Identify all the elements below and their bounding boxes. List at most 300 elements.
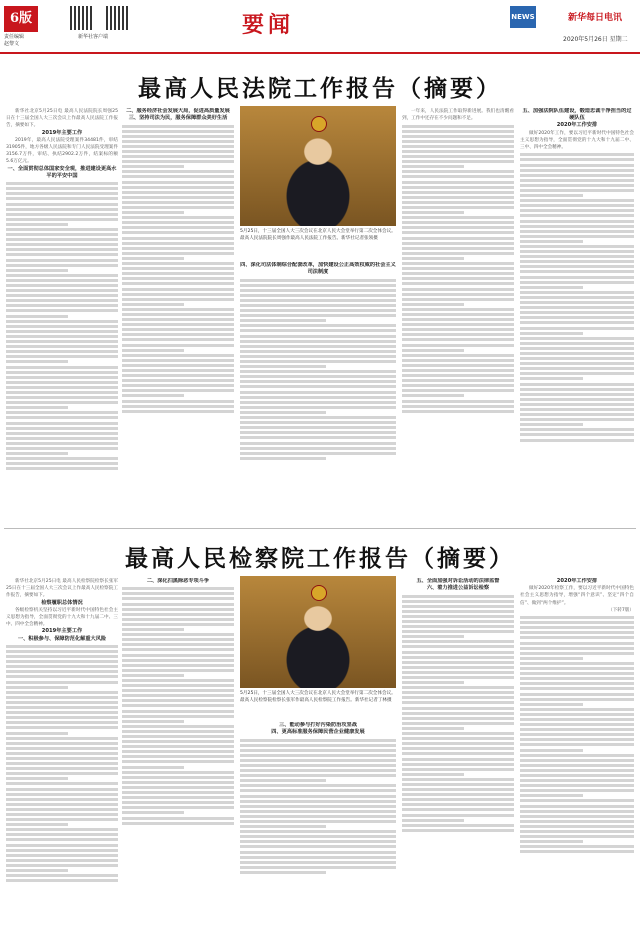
filler-line [402,394,464,397]
filler-line [6,813,118,816]
filler-line [6,711,118,714]
filler-line [122,735,234,738]
article-column: 四、深化司法体制综合配套改革，加快建设公正高效权威的社会主义司法制度 [240,262,396,522]
filler-line [402,768,514,771]
filler-line [402,671,514,674]
filler-line [520,393,634,396]
filler-line [402,298,514,301]
filler-line [240,370,396,373]
filler-line [6,274,118,277]
filler-line [6,732,68,735]
photo-caption: 5月25日，十三届全国人大三次会议在北京人民大会堂举行第二次全体会议。最高人民检察院检察长张军作最高人民检察院工作报告。新华社记者丁林摄 [240,691,396,703]
filler-line [6,330,118,333]
filler-line [6,309,118,312]
filler-line [240,815,396,818]
filler-line [520,342,634,345]
filler-line [402,257,464,260]
filler-line [402,308,514,311]
filler-line [240,329,396,332]
filler-line [520,805,634,808]
filler-line [6,360,68,363]
filler-line [402,732,514,735]
filler-line [402,181,514,184]
filler-line [520,723,634,726]
filler-line [402,150,514,153]
filler-line [240,304,396,307]
filler-line [240,830,396,833]
filler-line [520,220,634,223]
filler-line [122,613,234,616]
article-headline: 最高人民检察院工作报告（摘要） [125,546,515,572]
filler-line [122,191,234,194]
filler-line [402,829,514,832]
filler-line [520,713,634,716]
filler-line [402,242,514,245]
filler-line [122,776,234,779]
filler-line [122,196,234,199]
filler-line [122,410,234,413]
filler-line [520,357,634,360]
filler-line [240,309,396,312]
filler-line [520,332,583,335]
filler-line [520,733,634,736]
filler-line [122,338,234,341]
article-column: 五、全面加强对诉讼活动的法律监督 六、着力推进公益诉讼检察 [402,578,514,923]
filler-line [122,710,234,713]
filler-line [520,398,634,401]
filler-line [240,840,396,843]
filler-line [122,811,184,814]
filler-line [520,794,583,797]
filler-line [520,703,583,706]
filler-line [402,814,514,817]
filler-line [6,823,68,826]
filler-line [520,413,634,416]
filler-line [122,796,234,799]
qr-label: 新华社客户端 [78,34,109,40]
filler-line [520,209,634,212]
filler-line [520,784,634,787]
filler-line [520,235,634,238]
filler-line [6,457,118,460]
filler-line [122,277,234,280]
article-column: 三、能动参与打好污染防治攻坚战 四、更高标准服务保障民营企业健康发展 [240,722,396,922]
national-emblem-icon [311,116,327,132]
filler-line [122,354,234,357]
filler-line [240,754,396,757]
filler-line [520,158,634,161]
filler-line [122,730,234,733]
filler-line [122,389,234,392]
filler-line [520,301,634,304]
filler-line [6,742,118,745]
filler-line [520,677,634,680]
qr-code-icon[interactable] [70,6,94,30]
filler-line [402,211,464,214]
filler-line [240,789,396,792]
filler-line [6,355,118,358]
filler-line [520,825,634,828]
filler-line [122,201,234,204]
filler-line [520,769,634,772]
filler-line [402,798,514,801]
editor-info: 责任编辑 赵黎文 [4,34,25,47]
filler-line [122,364,234,367]
filler-line [402,824,514,827]
filler-line [6,854,118,857]
filler-line [6,264,118,267]
filler-line [6,798,118,801]
filler-line [122,344,234,347]
filler-line [122,587,234,590]
filler-line [520,245,634,248]
filler-line [402,267,514,270]
filler-line [240,825,326,828]
filler-line [6,681,118,684]
filler-line [402,130,514,133]
filler-line [520,672,634,675]
filler-line [122,175,234,178]
filler-line [520,250,634,253]
filler-line [402,666,514,669]
filler-line [6,248,118,251]
filler-line [402,221,514,224]
filler-line [402,752,514,755]
filler-line [122,328,234,331]
filler-line [122,674,184,677]
filler-line [402,747,514,750]
filler-line [520,728,634,731]
filler-line [402,196,514,199]
filler-line [520,306,634,309]
filler-line [122,715,234,718]
filler-line [520,311,634,314]
filler-line [122,135,234,138]
filler-line [520,657,583,660]
filler-line [520,362,634,365]
filler-line [240,284,396,287]
filler-line [402,338,514,341]
filler-line [520,174,634,177]
filler-line [6,213,118,216]
qr-code-icon[interactable] [106,6,130,30]
filler-line [240,442,396,445]
filler-line [402,595,514,598]
filler-line [402,788,514,791]
masthead-rule [0,52,640,54]
filler-line [520,708,634,711]
filler-line [240,436,396,439]
filler-line [402,349,464,352]
filler-line [6,233,118,236]
filler-line [6,462,118,465]
filler-line [6,284,118,287]
filler-line [402,288,514,291]
page-number-badge: 6版 [4,6,38,32]
filler-line [402,605,514,608]
filler-line [122,379,234,382]
filler-line [6,279,118,282]
filler-line [402,323,514,326]
filler-line [240,820,396,823]
section-title: 要闻 [242,12,295,38]
filler-line [520,698,634,701]
filler-line [520,642,634,645]
filler-line [240,406,396,409]
filler-line [402,758,514,761]
filler-line [240,759,396,762]
filler-line [122,633,234,636]
filler-line [122,369,234,372]
filler-line [520,433,634,436]
filler-line [6,793,118,796]
filler-line [402,722,514,725]
filler-line [122,186,234,189]
filler-line [402,645,514,648]
filler-line [122,740,234,743]
filler-line [6,192,118,195]
filler-line [520,754,634,757]
filler-line [122,140,234,143]
filler-line [402,247,514,250]
filler-line [240,805,396,808]
filler-line [240,375,396,378]
article-column: 2020年工作安排 做好2020年检察工作，要以习近平新时代中国特色社会主义思想为指导，增强“四个意识”、坚定“四个自信”、做到“两个维护”。 （下转7版） [520,578,634,923]
filler-line [520,240,583,243]
filler-line [6,726,118,729]
article-headline: 最高人民法院工作报告（摘要） [138,76,502,102]
filler-line [402,737,514,740]
filler-line [6,859,118,862]
filler-line [520,682,634,685]
filler-line [6,315,68,318]
filler-line [6,645,118,648]
filler-line [520,764,634,767]
filler-line [240,784,396,787]
filler-line [402,282,514,285]
filler-line [122,145,234,148]
filler-line [122,664,234,667]
filler-line [402,661,514,664]
filler-line [402,252,514,255]
filler-line [240,396,396,399]
filler-line [122,760,234,763]
filler-line [6,335,118,338]
filler-line [6,187,118,190]
filler-line [122,165,184,168]
filler-line [520,749,583,752]
filler-line [122,654,234,657]
filler-line [520,281,634,284]
filler-line [520,270,634,273]
filler-line [122,282,234,285]
filler-line [6,849,118,852]
filler-line [402,717,514,720]
filler-line [240,851,396,854]
filler-line [122,181,234,184]
filler-line [6,228,118,231]
filler-line [122,766,184,769]
filler-line [122,603,234,606]
filler-line [402,277,514,280]
filler-line [402,808,514,811]
filler-line [402,155,514,158]
filler-line [402,656,514,659]
filler-line [402,400,514,403]
filler-line [122,750,234,753]
filler-line [240,299,396,302]
filler-line [520,153,634,156]
filler-line [6,803,118,806]
filler-line [520,383,634,386]
filler-line [122,257,184,260]
filler-line [6,396,118,399]
filler-line [6,686,68,689]
filler-line [122,206,234,209]
filler-line [520,667,634,670]
filler-line [402,344,514,347]
filler-line [122,745,234,748]
filler-line [122,694,234,697]
filler-line [402,379,514,382]
filler-line [240,866,396,869]
filler-line [6,762,118,765]
filler-line [6,299,118,302]
filler-line [122,221,234,224]
filler-line [6,269,68,272]
filler-line [520,316,634,319]
filler-line [520,789,634,792]
filler-line [520,840,583,843]
filler-line [520,820,634,823]
filler-line [520,164,634,167]
filler-line [520,377,583,380]
filler-line [6,660,118,663]
filler-line [122,806,234,809]
filler-line [6,833,118,836]
filler-line [402,206,514,209]
filler-line [402,405,514,408]
filler-line [520,647,634,650]
filler-line [402,778,514,781]
filler-line [122,623,234,626]
filler-line [122,648,234,651]
filler-line [520,693,634,696]
filler-line [6,772,118,775]
filler-line [240,431,396,434]
filler-line [122,333,234,336]
filler-line [520,652,634,655]
filler-line [122,303,184,306]
filler-line [402,369,514,372]
article-column: 二、深化扫黑除恶专项斗争 [122,578,234,923]
filler-line [122,242,234,245]
filler-line [6,706,118,709]
procurator-general-photo [240,576,396,688]
filler-line [122,400,234,403]
filler-line [240,447,396,450]
filler-line [6,777,68,780]
filler-line [240,411,326,414]
filler-line [6,442,118,445]
filler-line [240,457,326,460]
filler-line [6,752,118,755]
filler-line [122,293,234,296]
filler-line [240,335,396,338]
filler-line [240,749,396,752]
filler-line [122,405,234,408]
court-president-photo [240,106,396,226]
filler-line [6,691,118,694]
photo-caption: 5月25日，十三届全国人大三次会议在北京人民大会堂举行第二次全体会议。最高人民法院院长周强作最高人民法院工作报告。新华社记者张领摄 [240,229,396,241]
filler-line [520,439,634,442]
filler-line [402,170,514,173]
filler-line [402,364,514,367]
filler-line [402,742,514,745]
filler-line [6,411,118,414]
filler-line [122,597,234,600]
filler-line [122,262,234,265]
filler-line [402,165,464,168]
filler-line [402,231,514,234]
filler-line [122,771,234,774]
filler-line [520,286,583,289]
filler-line [6,650,118,653]
filler-line [520,321,634,324]
filler-line [122,374,234,377]
filler-line [520,774,634,777]
filler-line [240,795,396,798]
filler-line [520,199,634,202]
filler-line [402,640,514,643]
filler-line [520,184,634,187]
filler-line [520,621,634,624]
filler-line [122,801,234,804]
filler-line [520,850,634,853]
filler-line [6,350,118,353]
filler-line [6,218,118,221]
filler-line [6,391,118,394]
filler-line [402,630,514,633]
filler-line [122,699,234,702]
filler-line [402,125,514,128]
filler-line [402,140,514,143]
filler-line [402,615,514,618]
filler-line [520,636,634,639]
filler-line [402,712,514,715]
filler-line [6,294,118,297]
filler-line [6,223,68,226]
filler-line [6,467,118,470]
filler-line [520,347,634,350]
filler-line [520,408,634,411]
filler-line [402,651,514,654]
article-column: 一年来，人民法院工作取得新进展。我们也清醒看到，工作中还存在不少问题和不足。 [402,108,514,523]
filler-line [402,773,464,776]
filler-line [520,835,634,838]
filler-line [122,308,234,311]
article-column: 二、服务经济社会发展大局，促进高质量发展 三、坚持司法为民，服务保障群众美好生活 [122,108,234,523]
filler-line [122,394,184,397]
filler-line [122,216,234,219]
filler-line [402,303,464,306]
filler-line [6,437,118,440]
filler-line [402,763,514,766]
filler-line [402,293,514,296]
filler-line [6,259,118,262]
article-column: 新华社北京5月25日电 最高人民检察院检察长张军25日在十三届全国人大三次会议上作最高人民检察院工作报告，摘要如下。 检察履职总体情况 各级检察机关坚持以习近平新时代中国特色社会主义思想为指导，全面贯彻党的十九大和十九届二中、三中、四中全会精神。 2019年主要工作 一、积极参与、保障防范化解重大风险 [6,578,118,923]
filler-line [122,125,234,128]
